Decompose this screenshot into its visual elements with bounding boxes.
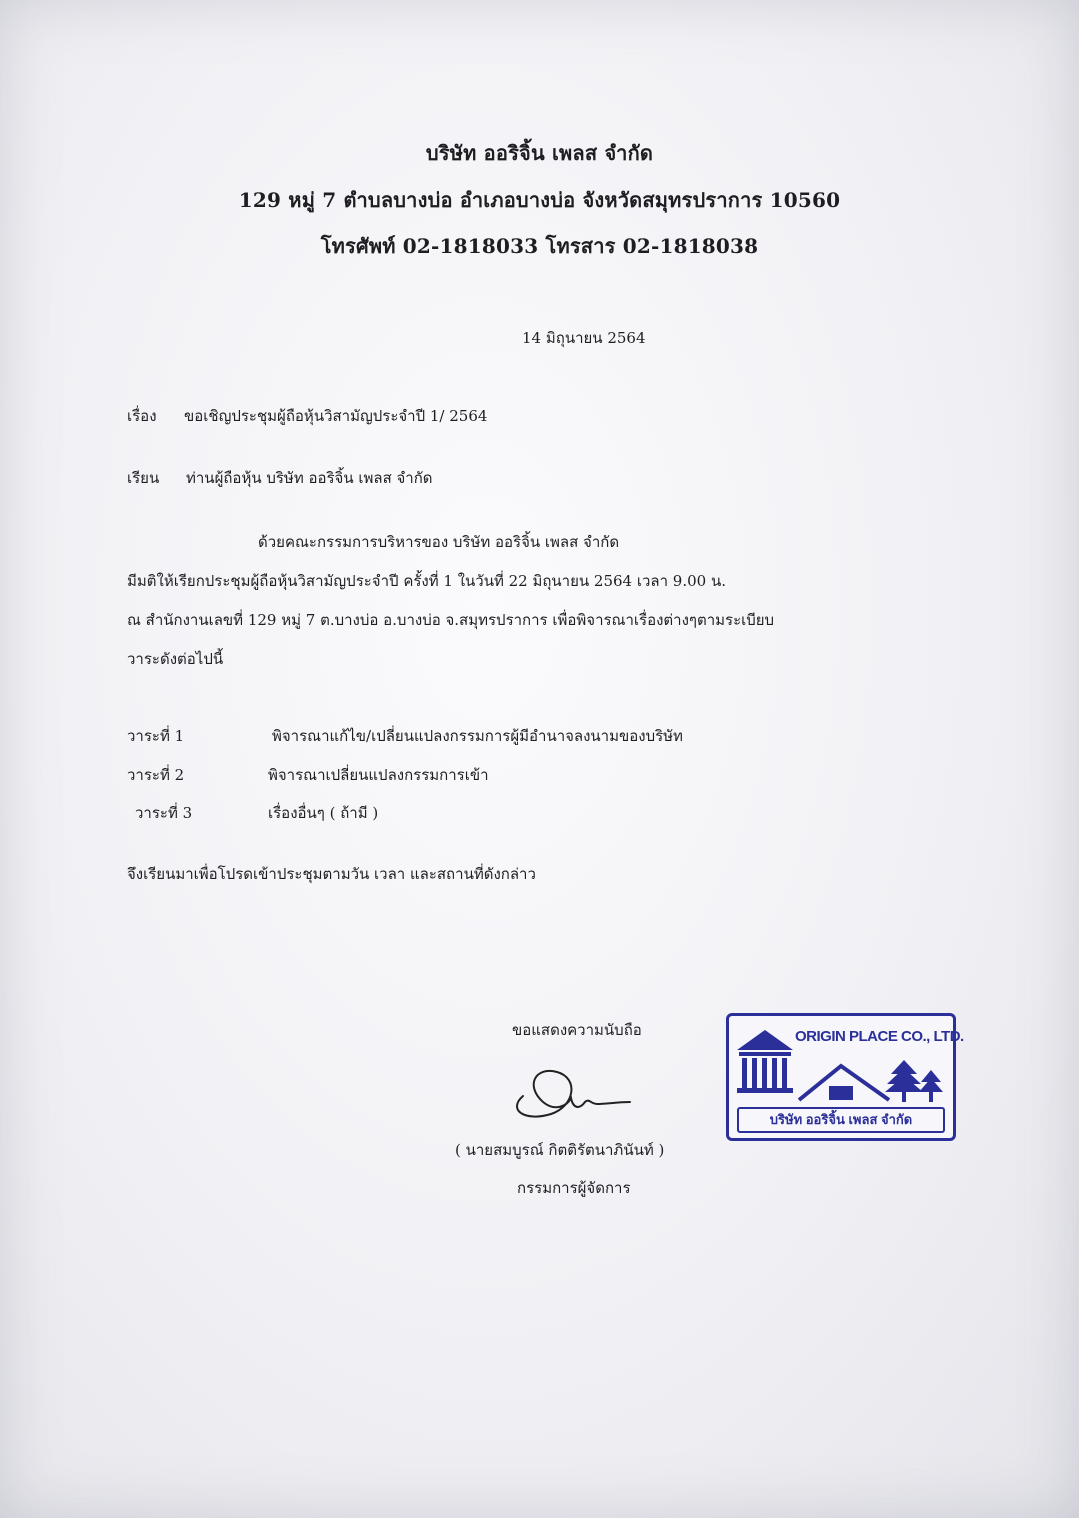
agenda-label-1: วาระที่ 1 [127, 727, 185, 745]
agenda-label-2: วาระที่ 2 [127, 766, 185, 784]
body-line-4: วาระดังต่อไปนี้ [127, 650, 224, 668]
signoff-text: ขอแสดงความนับถือ [512, 1021, 642, 1039]
subject-label: เรื่อง [127, 407, 157, 425]
agenda-text-1: พิจารณาแก้ไข/เปลี่ยนแปลงกรรมการผู้มีอำนาจลงนามของบริษัท [272, 727, 683, 745]
agenda-text-2: พิจารณาเปลี่ยนแปลงกรรมการเข้า [268, 766, 489, 784]
company-name: บริษัท ออริจิ้น เพลส จำกัด [425, 141, 654, 165]
body-line-2: มีมติให้เรียกประชุมผู้ถือหุ้นวิสามัญประจำปี ครั้งที่ 1 ในวันที่ 22 มิถุนายน 2564 เวลา 9.00 น. [127, 572, 726, 590]
subject-text: ขอเชิญประชุมผู้ถือหุ้นวิสามัญประจำปี 1/ 2564 [184, 407, 488, 425]
recipient-label: เรียน [127, 469, 160, 487]
body-line-1: ด้วยคณะกรรมการบริหารของ บริษัท ออริจิ้น เพลส จำกัด [258, 533, 620, 551]
signer-title: กรรมการผู้จัดการ [517, 1179, 631, 1197]
agenda-label-3: วาระที่ 3 [135, 804, 193, 822]
body-line-3: ณ สำนักงานเลขที่ 129 หมู่ 7 ต.บางบ่อ อ.บางบ่อ จ.สมุทรปราการ เพื่อพิจารณาเรื่องต่างๆตามระเบียบ [127, 611, 775, 629]
agenda-text-3: เรื่องอื่นๆ ( ถ้ามี ) [268, 804, 379, 822]
company-address: 129 หมู่ 7 ตำบลบางบ่อ อำเภอบางบ่อ จังหวัดสมุทรปราการ 10560 [238, 188, 841, 212]
signature [505, 1058, 640, 1128]
closing-text: จึงเรียนมาเพื่อโปรดเข้าประชุมตามวัน เวลา และสถานที่ดังกล่าว [127, 865, 536, 883]
stamp-thai-name: บริษัท ออริจิ้น เพลส จำกัด [737, 1107, 945, 1133]
letter-date: 14 มิถุนายน 2564 [522, 329, 646, 347]
recipient-text: ท่านผู้ถือหุ้น บริษัท ออริจิ้น เพลส จำกัด [186, 469, 433, 487]
company-stamp [726, 1013, 964, 1141]
signer-name: ( นายสมบูรณ์ กิตติรัตนาภินันท์ ) [455, 1141, 665, 1159]
company-contact: โทรศัพท์ 02-1818033 โทรสาร 02-1818038 [320, 234, 759, 258]
stamp-english-name: ORIGIN PLACE CO., LTD. [795, 1028, 964, 1045]
